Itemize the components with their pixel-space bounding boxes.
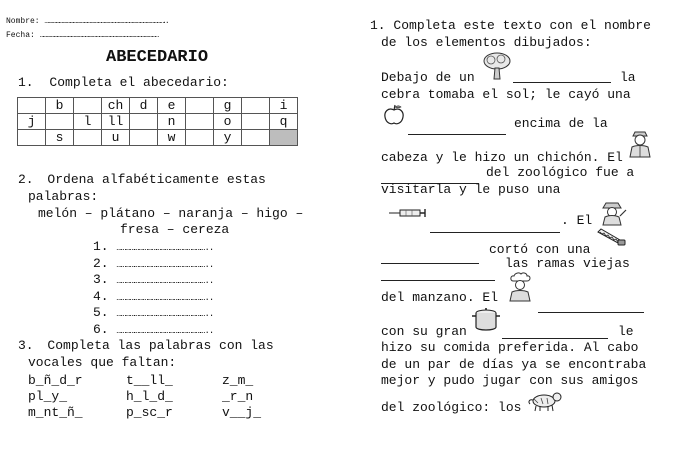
blank-5[interactable] [381, 252, 479, 264]
right-number: 1. [370, 18, 386, 33]
blank-8[interactable] [502, 327, 608, 339]
story-l12: hizo su comida preferida. Al cabo [381, 340, 639, 355]
alphabet-cell[interactable] [186, 98, 214, 114]
ex1-text: Completa el abecedario: [49, 75, 229, 90]
ex2-text-2: palabras: [28, 189, 99, 204]
alphabet-cell[interactable] [46, 114, 74, 130]
alphabet-table [17, 97, 298, 146]
vowel-word[interactable]: t__ll_ [126, 373, 173, 388]
alphabet-cell: l [74, 114, 102, 130]
answer-line[interactable] [93, 289, 213, 304]
ex1-instruction [18, 75, 229, 90]
story-l14: mejor y pudo jugar con sus amigos [381, 373, 639, 388]
blank-6[interactable] [381, 269, 495, 281]
alphabet-cell[interactable] [74, 98, 102, 114]
answer-number: 1. [93, 239, 109, 254]
alphabet-cell[interactable] [130, 130, 158, 146]
syringe-icon [388, 206, 430, 220]
alphabet-cell[interactable] [270, 130, 298, 146]
alphabet-cell[interactable] [186, 114, 214, 130]
answer-number: 3. [93, 272, 109, 287]
zookeeper-icon [626, 128, 654, 158]
name-field[interactable]: ……………………………………………………………………………………………………………….. [44, 17, 168, 26]
alphabet-cell: y [214, 130, 242, 146]
alphabet-cell: ll [102, 114, 130, 130]
story-l7b: . El [561, 213, 593, 228]
date-label: Fecha: [6, 31, 35, 40]
ex2-words-1: melón – plátano – naranja – higo – [38, 206, 304, 221]
alphabet-cell: u [102, 130, 130, 146]
vowel-word[interactable]: _r_n [222, 389, 254, 404]
apple-icon [383, 104, 405, 126]
answer-number: 6. [93, 321, 109, 337]
answer-line[interactable] [93, 272, 213, 287]
chef-icon [506, 272, 534, 302]
alphabet-cell[interactable] [74, 130, 102, 146]
name-line [6, 17, 168, 26]
answer-dots[interactable]: …………………………………………………….. [116, 309, 214, 319]
story-l2: cebra tomaba el sol; le cayó una [381, 87, 631, 102]
alphabet-cell[interactable] [242, 130, 270, 146]
alphabet-cell: o [214, 114, 242, 130]
alphabet-cell: j [18, 114, 46, 130]
alphabet-cell[interactable] [18, 98, 46, 114]
ex3-instruction [18, 338, 274, 353]
answer-line[interactable] [93, 239, 213, 254]
story-l1a: Debajo de un [381, 70, 475, 85]
alphabet-cell[interactable] [130, 114, 158, 130]
answer-dots[interactable]: …………………………………………………….. [116, 243, 214, 253]
page-title: ABECEDARIO [106, 48, 209, 67]
alphabet-cell: e [158, 98, 186, 114]
alphabet-cell: q [270, 114, 298, 130]
vowel-word[interactable]: h_l_d_ [126, 389, 173, 404]
alphabet-row [18, 114, 298, 130]
answer-number: 4. [93, 288, 109, 304]
answer-line[interactable] [93, 305, 213, 320]
right-text-2: de los elementos dibujados: [381, 35, 592, 50]
alphabet-cell: g [214, 98, 242, 114]
right-instruction-1 [370, 18, 651, 33]
animals-icon [526, 390, 564, 412]
story-l13: de un par de días ya se encontraba [381, 357, 647, 372]
name-label: Nombre: [6, 17, 40, 26]
ex2-instruction [18, 172, 266, 187]
alphabet-cell: i [270, 98, 298, 114]
answer-dots[interactable]: …………………………………………………….. [116, 276, 214, 286]
blank-4[interactable] [430, 221, 560, 233]
alphabet-cell[interactable] [242, 114, 270, 130]
alphabet-cell[interactable] [186, 130, 214, 146]
story-l15: del zoológico: los [381, 400, 522, 415]
date-field[interactable]: ……………………………………………………………………………………………………………… [39, 31, 158, 40]
alphabet-cell[interactable] [18, 130, 46, 146]
story-l5b: del zoológico fue a [486, 165, 635, 180]
alphabet-cell: n [158, 114, 186, 130]
ex2-number: 2. [18, 172, 34, 187]
ex2-text-1: Ordena alfabéticamente estas [47, 172, 266, 187]
date-line [6, 31, 157, 40]
answer-line[interactable] [93, 322, 213, 337]
ex3-text-1: Completa las palabras con las [47, 338, 274, 353]
answer-dots[interactable]: …………………………………………………….. [116, 259, 214, 270]
alphabet-cell: d [130, 98, 158, 114]
blank-2[interactable] [408, 123, 506, 135]
story-l8b: cortó con una [489, 242, 591, 257]
alphabet-cell[interactable] [242, 98, 270, 114]
alphabet-cell: ch [102, 98, 130, 114]
story-l6: visitarla y le puso una [381, 182, 561, 197]
vowel-word[interactable]: v__j_ [222, 405, 262, 420]
pot-icon [471, 304, 501, 332]
answer-number: 5. [93, 305, 109, 320]
saw-icon [596, 228, 626, 248]
ex1-number: 1. [18, 75, 34, 90]
alphabet-row [18, 98, 298, 114]
tree-icon [482, 52, 512, 80]
blank-7[interactable] [538, 301, 644, 313]
vowel-word[interactable]: z_m_ [222, 373, 254, 388]
answer-dots[interactable]: …………………………………………………….. [116, 292, 214, 303]
alphabet-cell: s [46, 130, 74, 146]
story-l11a: con su gran [381, 324, 467, 339]
answer-number: 2. [93, 255, 109, 271]
story-l9b: las ramas viejas [505, 256, 630, 271]
alphabet-row [18, 130, 298, 146]
vowel-word[interactable]: pl_y_ [28, 389, 68, 404]
story-l11b: le [618, 324, 634, 339]
ex3-number: 3. [18, 338, 34, 353]
story-l3b: encima de la [514, 116, 608, 131]
ex2-words-2: fresa – cereza [120, 222, 230, 237]
vowel-word[interactable]: m_nt_ñ_ [28, 405, 83, 420]
answer-line[interactable] [93, 256, 213, 271]
alphabet-cell: w [158, 130, 186, 146]
alphabet-cell: b [46, 98, 74, 114]
story-l1b: la [620, 70, 636, 85]
vowel-word[interactable]: p_sc_r [126, 405, 173, 420]
gardener-icon [598, 200, 628, 226]
story-l10: del manzano. El [381, 290, 499, 305]
answer-dots[interactable]: …………………………………………………….. [116, 325, 214, 336]
right-text-1: Completa este texto con el nombre [393, 18, 651, 33]
ex3-text-2: vocales que faltan: [28, 355, 177, 370]
vowel-word[interactable]: b_ñ_d_r [28, 373, 83, 388]
blank-1[interactable] [513, 71, 611, 83]
story-l4: cabeza y le hizo un chichón. El [381, 150, 623, 165]
